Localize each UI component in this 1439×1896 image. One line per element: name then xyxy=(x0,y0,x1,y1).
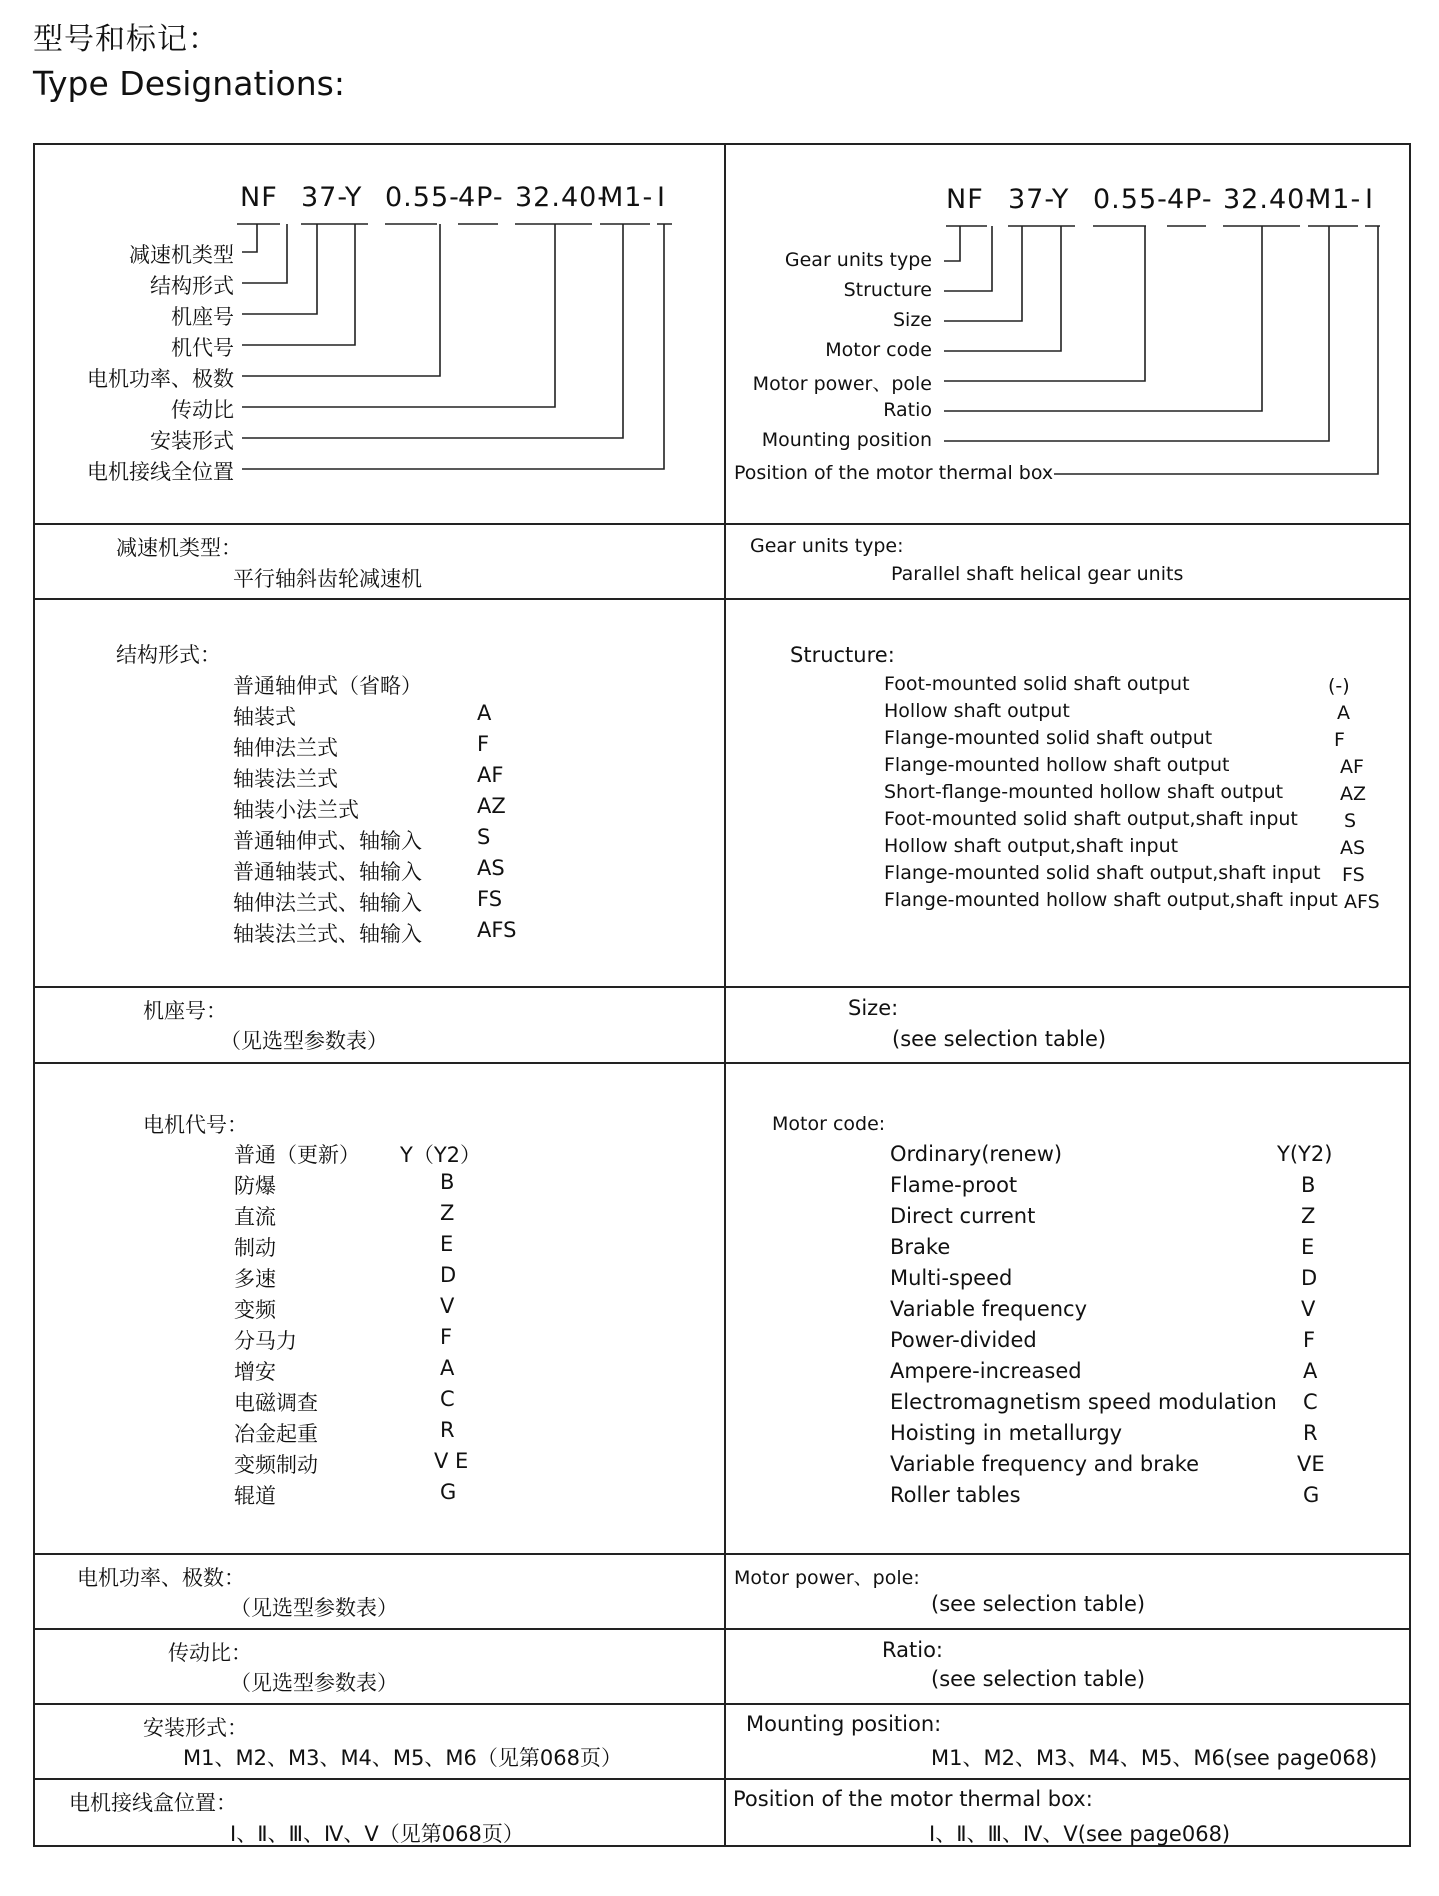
list-item: 直流 xyxy=(234,1205,276,1229)
motor-code-title-cn: 电机代号： xyxy=(143,1113,248,1137)
list-item: 轴装法兰式、轴输入 xyxy=(233,922,422,946)
gear-type-title-en: Gear units type: xyxy=(750,535,904,557)
motor-power-value-en: (see selection table) xyxy=(931,1592,1146,1616)
list-item-code: G xyxy=(1303,1483,1320,1507)
diagram-label: 传动比 xyxy=(171,398,234,422)
list-item: 普通（更新） xyxy=(234,1143,360,1167)
list-item-code: R xyxy=(440,1418,455,1442)
size-value-cn: （见选型参数表） xyxy=(220,1029,388,1053)
code-part-mounting: M1- xyxy=(1308,184,1362,215)
list-item-code: Z xyxy=(440,1201,455,1225)
list-item-code: F xyxy=(477,732,490,756)
list-item: 轴装式 xyxy=(233,705,296,729)
code-part-nf: NF xyxy=(946,184,984,215)
list-item: Flame-proot xyxy=(890,1173,1018,1197)
code-part-ratio: 32.40- xyxy=(1223,184,1317,215)
structure-title-en: Structure: xyxy=(790,643,895,667)
list-item-code: AF xyxy=(477,763,504,787)
list-item-code: F xyxy=(1303,1328,1316,1352)
gear-type-value-cn: 平行轴斜齿轮减速机 xyxy=(233,567,422,591)
list-item: 辊道 xyxy=(234,1484,276,1508)
list-item-code: E xyxy=(440,1232,454,1256)
size-title-en: Size: xyxy=(848,996,899,1020)
list-item: Direct current xyxy=(890,1204,1036,1228)
list-item-code: C xyxy=(440,1387,455,1411)
motor-power-title-en: Motor power、pole: xyxy=(734,1567,920,1589)
diagram-label: Ratio xyxy=(883,399,932,421)
diagram-label: Position of the motor thermal box xyxy=(734,462,1054,484)
code-part-power: 0.55- xyxy=(1093,184,1168,215)
code-part-ratio: 32.40- xyxy=(515,182,609,213)
list-item: 普通轴装式、轴输入 xyxy=(233,860,422,884)
list-item: Roller tables xyxy=(890,1483,1021,1507)
code-part-box: I xyxy=(657,182,666,213)
list-item: 电磁调查 xyxy=(234,1391,318,1415)
list-item: Flange-mounted solid shaft output,shaft input xyxy=(884,862,1321,884)
list-item-code: S xyxy=(477,825,491,849)
thermal-box-value-en: Ⅰ、Ⅱ、Ⅲ、Ⅳ、Ⅴ(see page068) xyxy=(929,1822,1231,1846)
list-item: Short-flange-mounted hollow shaft output xyxy=(884,781,1284,803)
list-item-code: D xyxy=(440,1263,457,1287)
thermal-box-value-cn: Ⅰ、Ⅱ、Ⅲ、Ⅳ、Ⅴ（见第068页） xyxy=(230,1822,524,1846)
list-item: Multi-speed xyxy=(890,1266,1013,1290)
list-item: 轴装法兰式 xyxy=(233,767,338,791)
list-item-code: F xyxy=(440,1325,453,1349)
diagram-label: 减速机类型 xyxy=(129,243,234,267)
list-item: Hoisting in metallurgy xyxy=(890,1421,1123,1445)
motor-code-title-en: Motor code: xyxy=(772,1113,886,1135)
list-item-code: F xyxy=(1334,729,1345,751)
list-item: 多速 xyxy=(234,1267,276,1291)
thermal-box-title-en: Position of the motor thermal box: xyxy=(733,1787,1093,1811)
list-item: 分马力 xyxy=(234,1329,297,1353)
list-item-code: AS xyxy=(477,856,505,880)
diagram-label: 安装形式 xyxy=(150,429,234,453)
list-item-code: V xyxy=(1301,1297,1316,1321)
code-part-pole: 4P- xyxy=(1167,184,1213,215)
ratio-value-en: (see selection table) xyxy=(931,1667,1146,1691)
list-item-code: E xyxy=(1301,1235,1315,1259)
list-item-code: Y(Y2) xyxy=(1277,1142,1333,1166)
list-item-code: VE xyxy=(1297,1452,1325,1476)
code-part-size: 37-Y xyxy=(1008,184,1070,215)
list-item: 轴伸法兰式 xyxy=(233,736,338,760)
list-item: 变频制动 xyxy=(234,1453,318,1477)
mounting-value-cn: M1、M2、M3、M4、M5、M6（见第068页） xyxy=(183,1746,622,1770)
list-item-code: AS xyxy=(1340,837,1366,859)
list-item-code: S xyxy=(1344,810,1357,832)
diagram-label: Motor power、pole xyxy=(752,373,932,395)
list-item: 防爆 xyxy=(234,1174,276,1198)
list-item-code: D xyxy=(1301,1266,1318,1290)
code-part-box: I xyxy=(1365,184,1374,215)
page-title-en: Type Designations: xyxy=(33,64,345,103)
mounting-title-en: Mounting position: xyxy=(746,1712,942,1736)
code-part-size: 37-Y xyxy=(301,182,363,213)
list-item-code: AZ xyxy=(477,794,506,818)
list-item: Ordinary(renew) xyxy=(890,1142,1063,1166)
list-item: 冶金起重 xyxy=(234,1422,318,1446)
page-title-cn: 型号和标记： xyxy=(33,22,219,57)
diagram-label: 机代号 xyxy=(171,336,234,360)
gear-type-value-en: Parallel shaft helical gear units xyxy=(891,563,1184,585)
list-item-code: A xyxy=(440,1356,455,1380)
thermal-box-title-cn: 电机接线盒位置： xyxy=(69,1791,237,1815)
diagram-label: 电机功率、极数 xyxy=(87,367,234,391)
size-title-cn: 机座号： xyxy=(143,999,227,1023)
list-item-code: FS xyxy=(1342,864,1365,886)
list-item: 轴伸法兰式、轴输入 xyxy=(233,891,422,915)
diagram-label: 电机接线全位置 xyxy=(87,460,234,484)
diagram-label: Mounting position xyxy=(761,429,932,451)
list-item-code: A xyxy=(1303,1359,1318,1383)
list-item-code: B xyxy=(440,1170,455,1194)
list-item: 普通轴伸式、轴输入 xyxy=(233,829,422,853)
ratio-value-cn: （见选型参数表） xyxy=(230,1671,398,1695)
list-item: Foot-mounted solid shaft output,shaft input xyxy=(884,808,1298,830)
list-item-code: V E xyxy=(434,1449,469,1473)
code-part-pole: 4P- xyxy=(458,182,504,213)
list-item: Brake xyxy=(890,1235,951,1259)
diagram-label: 结构形式 xyxy=(150,274,234,298)
list-item-code: C xyxy=(1303,1390,1318,1414)
structure-title-cn: 结构形式： xyxy=(116,643,221,667)
code-part-nf: NF xyxy=(240,182,278,213)
list-item-code: V xyxy=(440,1294,455,1318)
list-item-code: B xyxy=(1301,1173,1316,1197)
list-item: Hollow shaft output xyxy=(884,700,1070,722)
motor-power-value-cn: （见选型参数表） xyxy=(230,1596,398,1620)
ratio-title-cn: 传动比： xyxy=(168,1641,252,1665)
ratio-title-en: Ratio: xyxy=(882,1638,943,1662)
list-item: Variable frequency xyxy=(890,1297,1088,1321)
list-item-code: AFS xyxy=(1344,891,1380,913)
list-item-code: A xyxy=(1337,702,1350,724)
list-item: Power-divided xyxy=(890,1328,1037,1352)
list-item-code: FS xyxy=(477,887,503,911)
list-item-code: Z xyxy=(1301,1204,1316,1228)
list-item: 轴装小法兰式 xyxy=(233,798,359,822)
size-value-en: (see selection table) xyxy=(892,1027,1107,1051)
list-item: 变频 xyxy=(234,1298,276,1322)
mounting-value-en: M1、M2、M3、M4、M5、M6(see page068) xyxy=(931,1746,1378,1770)
diagram-label: 机座号 xyxy=(171,305,234,329)
diagram-label: Size xyxy=(892,309,932,331)
list-item: Electromagnetism speed modulation xyxy=(890,1390,1277,1414)
list-item: Flange-mounted solid shaft output xyxy=(884,727,1213,749)
diagram-label: Gear units type xyxy=(784,249,932,271)
list-item-code: Y（Y2） xyxy=(400,1143,482,1167)
list-item: 制动 xyxy=(234,1236,276,1260)
list-item-code: AFS xyxy=(477,918,517,942)
diagram-label: Structure xyxy=(843,279,932,301)
list-item-code: G xyxy=(440,1480,457,1504)
list-item: Hollow shaft output,shaft input xyxy=(884,835,1179,857)
list-item-code: AZ xyxy=(1340,783,1367,805)
list-item-code: (-) xyxy=(1328,675,1350,697)
code-part-power: 0.55- xyxy=(385,182,460,213)
diagram-label: Motor code xyxy=(825,339,932,361)
list-item: 增安 xyxy=(234,1360,276,1384)
list-item: 普通轴伸式（省略） xyxy=(233,674,422,698)
code-part-mounting: M1- xyxy=(600,182,654,213)
list-item-code: A xyxy=(477,701,492,725)
list-item: Flange-mounted hollow shaft output,shaft input xyxy=(884,889,1338,911)
mounting-title-cn: 安装形式： xyxy=(143,1716,248,1740)
list-item-code: R xyxy=(1303,1421,1318,1445)
list-item: Variable frequency and brake xyxy=(890,1452,1200,1476)
list-item-code: AF xyxy=(1340,756,1364,778)
list-item: Ampere-increased xyxy=(890,1359,1082,1383)
list-item: Flange-mounted hollow shaft output xyxy=(884,754,1230,776)
motor-power-title-cn: 电机功率、极数： xyxy=(77,1566,245,1590)
list-item: Foot-mounted solid shaft output xyxy=(884,673,1190,695)
gear-type-title-cn: 减速机类型： xyxy=(116,536,242,560)
